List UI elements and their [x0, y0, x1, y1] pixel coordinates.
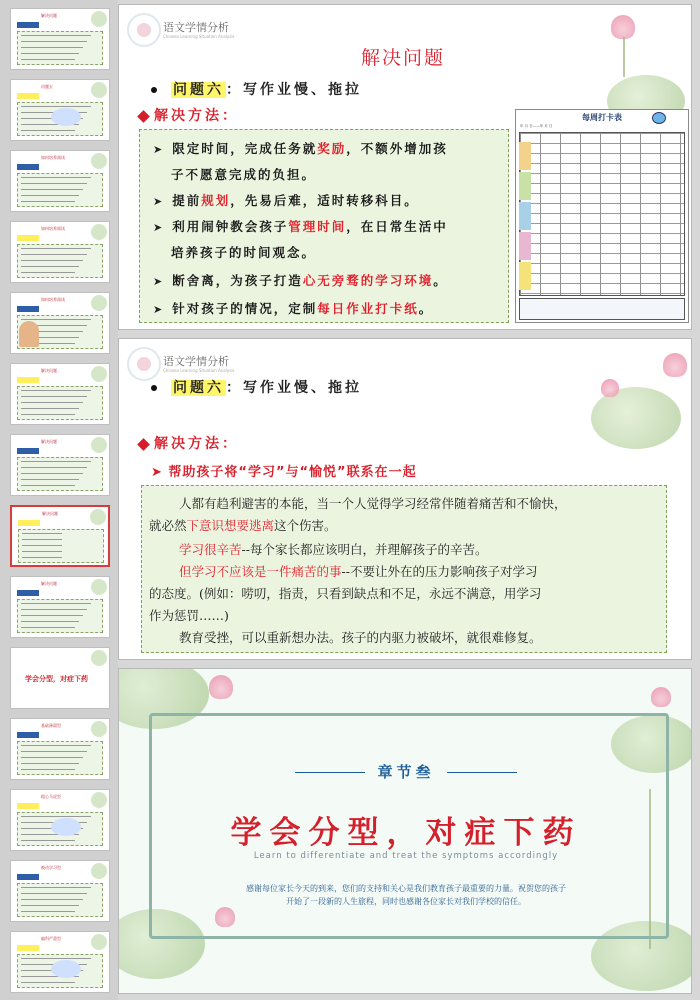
thumb-line: [21, 473, 83, 474]
slide-thumbnail[interactable]: [10, 647, 110, 709]
thumb-band: [17, 93, 39, 99]
solution-item: 培养孩子的时间观念。: [171, 245, 317, 260]
thumb-line: [21, 911, 75, 912]
sheet-date-range: 年 月 日——年 月 日: [520, 124, 553, 128]
thumb-line: [21, 763, 79, 764]
thumb-band: [17, 377, 39, 383]
thumb-band: [17, 590, 39, 596]
para-2: 学习很辛苦--每个家长都应该明白，并理解孩子的辛苦。: [179, 542, 488, 557]
diamond-bullet-icon: [137, 110, 150, 123]
thumb-line: [21, 893, 87, 894]
arrow-bullet-icon: ➤: [153, 303, 165, 316]
thumb-line: [21, 627, 75, 628]
thumb-line: [21, 402, 83, 403]
thumb-leaf-icon: [91, 224, 107, 240]
thumbnail-label: 解决问题: [41, 368, 57, 373]
header-title: 语文学情分析: [163, 355, 229, 368]
thumb-line: [21, 461, 91, 462]
mascot-icon: [652, 112, 666, 124]
chapter-label: 章节叁: [119, 761, 692, 782]
header-subtitle: Chinese Learning Situation Analysis: [163, 368, 235, 373]
thumb-line: [21, 106, 91, 107]
thumbnail-label: 问题五: [41, 84, 53, 89]
sub-point: ➤ 帮助孩子将“学习”与“愉悦”联系在一起: [151, 465, 417, 480]
thumb-band: [17, 732, 39, 738]
header-subtitle: Chinese Learning Situation Analysis: [163, 34, 235, 39]
thumb-leaf-icon: [91, 295, 107, 311]
chapter-rule-right: [447, 772, 517, 774]
para-3b: 的态度。(例如：唠叨，指责，只看到缺点和不足，永远不满意，用学习: [149, 586, 542, 601]
problem-text: ：写作业慢、拖拉: [226, 380, 362, 396]
thumbnail-label: 解决问题: [41, 439, 57, 444]
thumbnail-label: 如何培养阅读: [41, 297, 65, 302]
thumb-line: [21, 485, 75, 486]
slide-chapter-three-cover[interactable]: [118, 668, 692, 994]
thumb-line: [21, 35, 91, 36]
thumb-line: [21, 621, 79, 622]
header-title: 语文学情分析: [163, 21, 229, 34]
thumb-line: [21, 615, 83, 616]
thumb-line: [21, 254, 87, 255]
thumb-blob: [51, 960, 81, 978]
para-3c: 作为惩罚……): [149, 608, 229, 623]
thumbnail-label: 解决问题: [41, 13, 57, 18]
thumbnail-label: 粗心马虎型: [41, 794, 61, 799]
lotus-bud-icon: [601, 379, 619, 397]
thumb-line: [21, 183, 87, 184]
lotus-flower-icon: [611, 15, 635, 39]
sheet-color-band: [519, 232, 531, 260]
thumb-line: [21, 769, 75, 770]
thumb-line: [21, 757, 83, 758]
sheet-color-band: [519, 142, 531, 170]
slide-thumbnail[interactable]: [10, 79, 110, 141]
solution-item: ➤ 提前规划，先易后难，适时转移科目。: [153, 193, 419, 208]
lotus-bud-icon: [651, 687, 671, 707]
problem-text: ：写作业慢、拖拉: [226, 82, 362, 98]
thumb-line: [21, 905, 79, 906]
thumb-leaf-icon: [91, 792, 107, 808]
thumbnail-label: 如何培养阅读: [41, 155, 65, 160]
thumb-line: [22, 539, 62, 540]
solution-heading: 解决方法：: [139, 433, 239, 453]
thumb-line: [22, 557, 62, 558]
thumb-line: [21, 41, 87, 42]
decor-swirl-icon: [127, 13, 161, 47]
thumb-leaf-icon: [91, 721, 107, 737]
chapter-rule-left: [295, 772, 365, 774]
solution-item: ➤ 针对孩子的情况，定制每日作业打卡纸。: [153, 301, 434, 316]
para-1b: 就必然下意识想要逃离这个伤害。: [149, 518, 337, 533]
thumb-line: [21, 53, 79, 54]
slide-title: 解决问题: [361, 47, 446, 69]
thumb-line: [21, 958, 91, 959]
thumb-leaf-icon: [91, 863, 107, 879]
sheet-color-band: [519, 262, 531, 290]
sheet-grid: [519, 132, 685, 296]
lotus-flower-icon: [663, 353, 687, 377]
slide-thumbnail[interactable]: [10, 292, 110, 354]
thumb-line: [21, 745, 91, 746]
thumb-band: [17, 235, 39, 241]
thanks-line-2: 开始了一段新的人生旅程，同时也感谢各位家长对我们学校的信任。: [286, 897, 526, 906]
slide-solution-homework-2[interactable]: [118, 338, 692, 660]
problem-line: [151, 79, 362, 99]
thumb-line: [22, 533, 62, 534]
para-3: 但学习不应该是一件痛苦的事--不要让外在的压力影响孩子对学习: [179, 564, 538, 579]
thumb-line: [21, 982, 75, 983]
thumb-line: [21, 201, 75, 202]
arrow-bullet-icon: ➤: [153, 221, 165, 234]
lotus-flower-icon: [209, 675, 233, 699]
thumb-line: [21, 189, 83, 190]
thumbnail-label: 解决问题: [41, 581, 57, 586]
solution-item: ➤ 利用闹钟教会孩子管理时间，在日常生活中: [153, 219, 448, 234]
solution-item: ➤ 限定时间，完成任务就奖励，不额外增加孩: [153, 141, 448, 156]
slide-thumbnail[interactable]: [10, 789, 110, 851]
slide-thumbnail[interactable]: [10, 718, 110, 780]
thumb-line: [21, 816, 91, 817]
thumb-leaf-icon: [91, 11, 107, 27]
thumb-blob: [51, 108, 81, 126]
bullet-dot-icon: [151, 385, 157, 391]
decor-swirl-icon: [127, 347, 161, 381]
thumb-band: [17, 874, 39, 880]
problem-label: 问题六: [173, 82, 224, 98]
thumb-leaf-icon: [91, 366, 107, 382]
thumb-leaf-icon: [91, 579, 107, 595]
slide-thumbnail[interactable]: [10, 221, 110, 283]
thumb-line: [21, 319, 91, 320]
thumb-line: [21, 272, 75, 273]
solution-item: ➤ 断舍离，为孩子打造心无旁骛的学习环境。: [153, 273, 448, 288]
thumb-band: [18, 520, 40, 526]
thumb-line: [21, 887, 91, 888]
thumb-line: [21, 59, 75, 60]
thumb-line: [21, 609, 87, 610]
thumb-line: [21, 248, 91, 249]
thumb-band: [17, 803, 39, 809]
sheet-title: 每周打卡表: [582, 113, 622, 122]
weekly-checkin-sheet: [515, 109, 689, 323]
slide-thumbnail[interactable]: [10, 505, 110, 567]
slide-thumbnail-rail[interactable]: [0, 0, 118, 1000]
thumb-line: [21, 177, 91, 178]
thanks-line-1: 感谢每位家长今天的到来，您们的支持和关心是我们教育孩子最重要的力量。祝贺您的孩子: [246, 884, 566, 893]
thumb-line: [21, 396, 87, 397]
thumb-line: [21, 130, 75, 131]
thumbnail-label: 偏科严重型: [41, 936, 61, 941]
thumb-line: [21, 266, 79, 267]
thumb-band: [17, 306, 39, 312]
sheet-footer: [519, 298, 685, 320]
thumb-band: [17, 22, 39, 28]
thumb-leaf-icon: [91, 650, 107, 666]
thumb-band: [17, 945, 39, 951]
thumb-line: [21, 47, 83, 48]
thumb-line: [21, 414, 75, 415]
para-1a: 人都有趋利避害的本能，当一个人觉得学习经常伴随着痛苦和不愉快，: [179, 496, 567, 511]
arrow-bullet-icon: ➤: [153, 275, 165, 288]
slide-thumbnail[interactable]: [10, 576, 110, 638]
thumb-line: [21, 195, 79, 196]
bullet-dot-icon: [151, 87, 157, 93]
thumb-leaf-icon: [91, 153, 107, 169]
thumb-line: [21, 751, 87, 752]
thumb-line: [21, 840, 75, 841]
slide-thumbnail[interactable]: [10, 860, 110, 922]
thumb-line: [21, 408, 79, 409]
thumbnail-label: 解决问题: [42, 511, 58, 516]
slide-thumbnail[interactable]: [10, 363, 110, 425]
thumb-leaf-icon: [91, 437, 107, 453]
thumb-line: [21, 260, 83, 261]
thumbnail-label: 基础薄弱型: [41, 723, 61, 728]
arrow-bullet-icon: ➤: [153, 195, 165, 208]
solution-item: 子不愿意完成的负担。: [171, 167, 317, 182]
thumbnail-label: 如何培养阅读: [41, 226, 65, 231]
problem-line: [151, 377, 362, 397]
thumb-band: [17, 164, 39, 170]
slide-thumbnail[interactable]: [10, 931, 110, 993]
para-4: 教育受挫，可以重新想办法。孩子的内驱力被破坏，就很难修复。: [179, 630, 542, 645]
thumb-line: [21, 479, 79, 480]
slide-thumbnail[interactable]: [10, 8, 110, 70]
slide-thumbnail[interactable]: [10, 434, 110, 496]
slide-solution-homework-1[interactable]: [118, 4, 692, 330]
thumb-leaf-icon: [90, 509, 106, 525]
thumb-line: [21, 390, 91, 391]
chapter-title: 学会分型，对症下药: [230, 815, 582, 851]
thumb-line: [22, 551, 62, 552]
thumb-blob: [51, 818, 81, 836]
arrow-bullet-icon: ➤: [153, 143, 165, 156]
slide-thumbnail[interactable]: [10, 150, 110, 212]
thumb-leaf-icon: [91, 934, 107, 950]
thumb-band: [17, 448, 39, 454]
sheet-color-band: [519, 202, 531, 230]
diamond-bullet-icon: [137, 438, 150, 451]
stem-decor: [623, 37, 625, 77]
thumb-line: [22, 545, 62, 546]
thumbnail-label: 被动学习型: [41, 865, 61, 870]
solution-heading: 解决方法：: [139, 105, 239, 125]
thumb-line: [21, 899, 83, 900]
thumb-child-icon: [19, 321, 39, 347]
thumb-line: [21, 603, 91, 604]
thumbnail-cover-title: 学会分型，对症下药: [25, 675, 88, 683]
thumb-leaf-icon: [91, 82, 107, 98]
thumb-line: [21, 467, 87, 468]
sheet-color-band: [519, 172, 531, 200]
problem-label: 问题六: [173, 380, 224, 396]
chapter-subtitle-en: Learn to differentiate and treat the symptoms accordingly: [253, 851, 559, 861]
